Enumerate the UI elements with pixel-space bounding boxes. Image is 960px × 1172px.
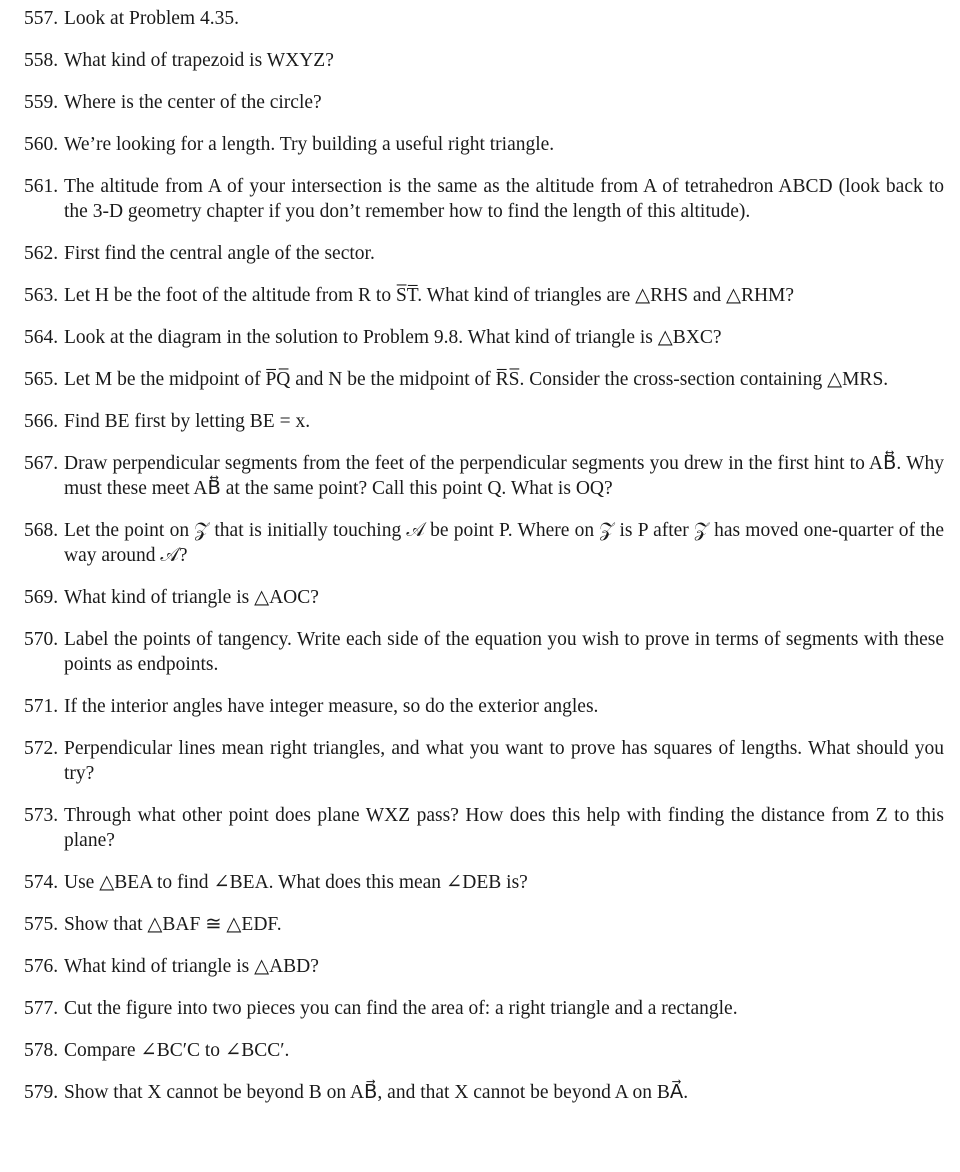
hint-number: 568. <box>24 520 59 541</box>
hint-number: 577. <box>24 998 59 1019</box>
hint-number: 578. <box>24 1040 59 1061</box>
hint-text: We’re looking for a length. Try building a useful right triangle. <box>64 134 555 155</box>
hint-item <box>24 736 944 786</box>
hint-number: 569. <box>24 587 59 608</box>
hint-item <box>24 409 944 434</box>
hint-text: Where is the center of the circle? <box>64 92 322 113</box>
hint-text: Show that △BAF ≅ △EDF. <box>64 914 282 935</box>
hint-number: 562. <box>24 243 59 264</box>
hint-text: Let H be the foot of the altitude from R to S̅T̅. What kind of triangles are △RHS and △RHM? <box>64 285 795 306</box>
hint-item <box>24 627 944 677</box>
hint-text: What kind of trapezoid is WXYZ? <box>64 50 334 71</box>
hint-item <box>24 132 944 157</box>
hint-number: 574. <box>24 872 59 893</box>
hint-number: 565. <box>24 369 59 390</box>
hint-number: 566. <box>24 411 59 432</box>
hint-item <box>24 694 944 719</box>
hint-item <box>24 325 944 350</box>
hint-number: 567. <box>24 453 59 474</box>
hint-text: Look at the diagram in the solution to Problem 9.8. What kind of triangle is △BXC? <box>64 327 722 348</box>
hint-text: Label the points of tangency. Write each side of the equation you wish to prove in terms of segments with these points as endpoints. <box>64 629 944 675</box>
hint-text: Show that X cannot be beyond B on AB⃗, and that X cannot be beyond A on BA⃗. <box>64 1082 689 1103</box>
hint-text: Use △BEA to find ∠BEA. What does this mean ∠DEB is? <box>64 872 528 893</box>
hint-text: What kind of triangle is △AOC? <box>64 587 319 608</box>
hint-item <box>24 174 944 224</box>
hint-item <box>24 6 944 31</box>
hint-number: 561. <box>24 176 59 197</box>
hint-item <box>24 367 944 392</box>
hint-number: 560. <box>24 134 59 155</box>
hint-text: Let the point on 𝒵 that is initially touching 𝒜 be point P. Where on 𝒵 is P after 𝒵 has moved one-quarter of the way around 𝒜? <box>64 520 944 566</box>
hint-text: Cut the figure into two pieces you can find the area of: a right triangle and a rectangle. <box>64 998 738 1019</box>
hint-text: Compare ∠BC′C to ∠BCC′. <box>64 1040 290 1061</box>
hint-text: What kind of triangle is △ABD? <box>64 956 319 977</box>
hint-number: 557. <box>24 8 59 29</box>
hint-number: 573. <box>24 805 59 826</box>
hint-item <box>24 283 944 308</box>
hint-text: First find the central angle of the sector. <box>64 243 375 264</box>
hint-item <box>24 954 944 979</box>
hint-item <box>24 585 944 610</box>
hint-number: 559. <box>24 92 59 113</box>
hint-number: 576. <box>24 956 59 977</box>
hint-text: Find BE first by letting BE = x. <box>64 411 311 432</box>
hint-number: 579. <box>24 1082 59 1103</box>
hint-text: Perpendicular lines mean right triangles, and what you want to prove has squares of lengths. What should you try? <box>64 738 944 784</box>
hint-text: Look at Problem 4.35. <box>64 8 239 29</box>
hint-item <box>24 90 944 115</box>
hint-text: If the interior angles have integer measure, so do the exterior angles. <box>64 696 599 717</box>
hint-item <box>24 1080 944 1105</box>
hint-item <box>24 451 944 501</box>
hint-number: 563. <box>24 285 59 306</box>
hint-number: 571. <box>24 696 59 717</box>
hint-text: Let M be the midpoint of P̅Q̅ and N be the midpoint of R̅S̅. Consider the cross-section containing △MRS. <box>64 369 889 390</box>
hint-number: 570. <box>24 629 59 650</box>
hint-number: 572. <box>24 738 59 759</box>
hint-item <box>24 870 944 895</box>
hint-item <box>24 1038 944 1063</box>
hint-item <box>24 912 944 937</box>
hint-item <box>24 996 944 1021</box>
hint-number: 558. <box>24 50 59 71</box>
hint-item <box>24 518 944 568</box>
hint-number: 564. <box>24 327 59 348</box>
hint-item <box>24 803 944 853</box>
hint-text: The altitude from A of your intersection is the same as the altitude from A of tetrahedron ABCD (look back to the 3-D geometry chapter if you don’t remember how to find the length of this altitude). <box>64 176 944 222</box>
hint-text: Draw perpendicular segments from the feet of the perpendicular segments you drew in the first hint to AB⃡. Why must these meet AB⃡ at the same point? Call this point Q. What is OQ? <box>64 453 944 499</box>
hint-number: 575. <box>24 914 59 935</box>
hint-text: Through what other point does plane WXZ pass? How does this help with finding the distance from Z to this plane? <box>64 805 944 851</box>
hints-list <box>24 6 944 1122</box>
hint-item <box>24 48 944 73</box>
hint-item <box>24 241 944 266</box>
